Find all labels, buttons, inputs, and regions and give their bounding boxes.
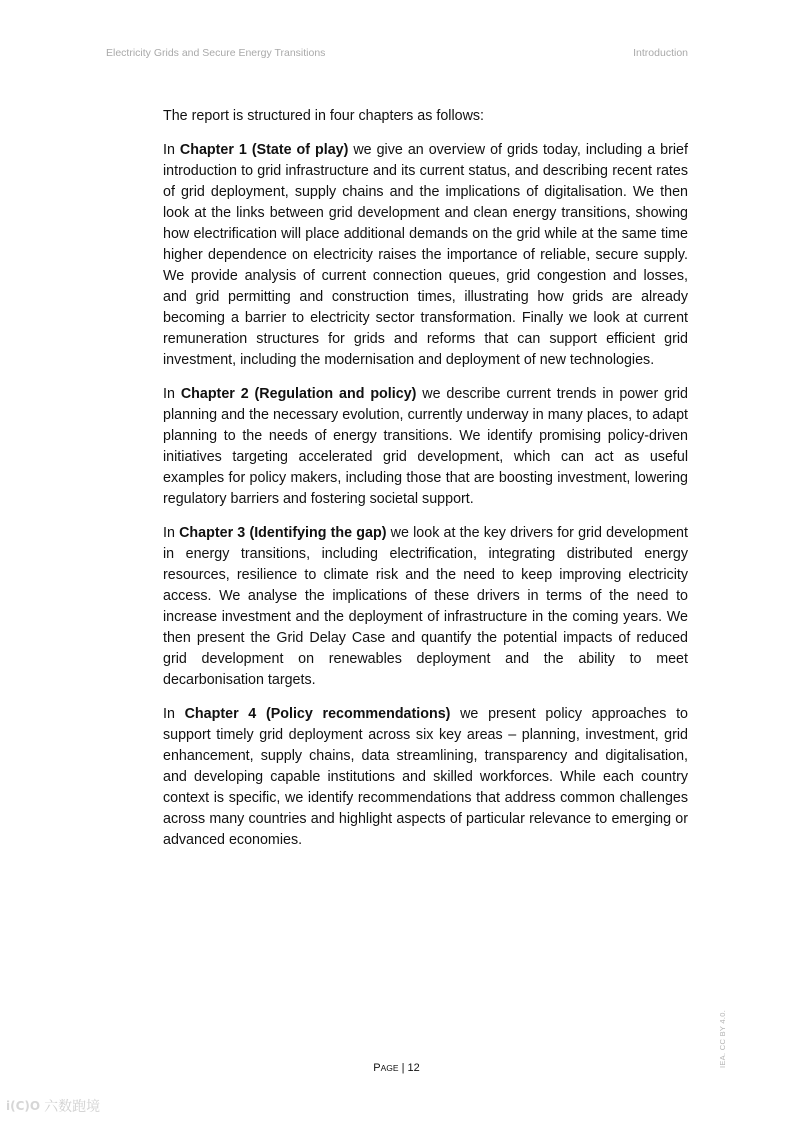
chapter-3-paragraph (163, 523, 688, 691)
watermark-logo: i(C)O (6, 1099, 41, 1113)
page-separator: | (398, 1062, 408, 1074)
license-notice: IEA. CC BY 4.0. (718, 1009, 727, 1068)
chapter-1-prefix: In (163, 142, 180, 158)
chapter-4-text: we present policy approaches to support timely grid deployment across six key areas – planning, investment, grid enhancement, supply chains, data streamlining, transparency and digitalisation, and developing capable institutions and skilled workforces. While each country context is specific, we identify recommendations that address common challenges across many countries and highlight aspects of particular relevance to emerging or advanced economies. (163, 706, 688, 848)
chapter-1-paragraph (163, 140, 688, 371)
chapter-2-text: we describe current trends in power grid planning and the necessary evolution, currently underway in many places, to adapt planning to the needs of energy transitions. We identify promising policy-driven initiatives targeting accelerated grid development, which can act as useful examples for policy makers, including those that are boosting investment, lowering regulatory barriers and fostering societal support. (163, 386, 688, 507)
page-label-first: P (373, 1062, 381, 1074)
chapter-2-paragraph (163, 384, 688, 510)
page-label-rest: AGE (380, 1063, 399, 1073)
chapter-4-paragraph (163, 704, 688, 851)
chapter-1-text: we give an overview of grids today, including a brief introduction to grid infrastructure and its current status, and describing recent rates of grid deployment, supply chains and the implications of digitalisation. We then look at the links between grid development and clean energy transitions, showing how electrification will place additional demands on the grid while at the same time higher dependence on electricity raises the importance of reliable, secure supply. We provide analysis of current connection queues, grid congestion and losses, and grid permitting and construction times, illustrating how grids are already becoming a barrier to electricity sector transformation. Finally we look at current remuneration structures for grids and reforms that can support efficient grid investment, including the modernisation and deployment of new technologies. (163, 142, 688, 368)
chapter-3-text: we look at the key drivers for grid development in energy transitions, including electrification, integrating distributed energy resources, resilience to climate risk and the need to keep improving electricity access. We analyse the implications of these drivers in terms of the need to increase investment and the deployment of infrastructure in the coming years. We then present the Grid Delay Case and quantify the potential impacts of reduced grid development on renewables deployment and the ability to meet decarbonisation targets. (163, 525, 688, 688)
page-footer (0, 1062, 793, 1074)
chapter-4-title: Chapter 4 (Policy recommendations) (184, 706, 451, 722)
intro-paragraph: The report is structured in four chapters as follows: (163, 108, 485, 124)
chapter-3-title: Chapter 3 (Identifying the gap) (179, 525, 387, 541)
chapter-1-title: Chapter 1 (State of play) (179, 142, 349, 158)
chapter-4-prefix: In (163, 706, 185, 722)
chapter-2-prefix: In (163, 386, 181, 402)
watermark (6, 1096, 100, 1116)
report-title: Electricity Grids and Secure Energy Transitions (106, 47, 326, 59)
watermark-text: 六数跑境 (44, 1099, 101, 1115)
page-body (163, 106, 688, 864)
page-number: 12 (407, 1062, 420, 1074)
section-title: Introduction (633, 47, 688, 59)
running-header (106, 47, 688, 59)
chapter-2-title: Chapter 2 (Regulation and policy) (180, 386, 417, 402)
chapter-3-prefix: In (163, 525, 180, 541)
